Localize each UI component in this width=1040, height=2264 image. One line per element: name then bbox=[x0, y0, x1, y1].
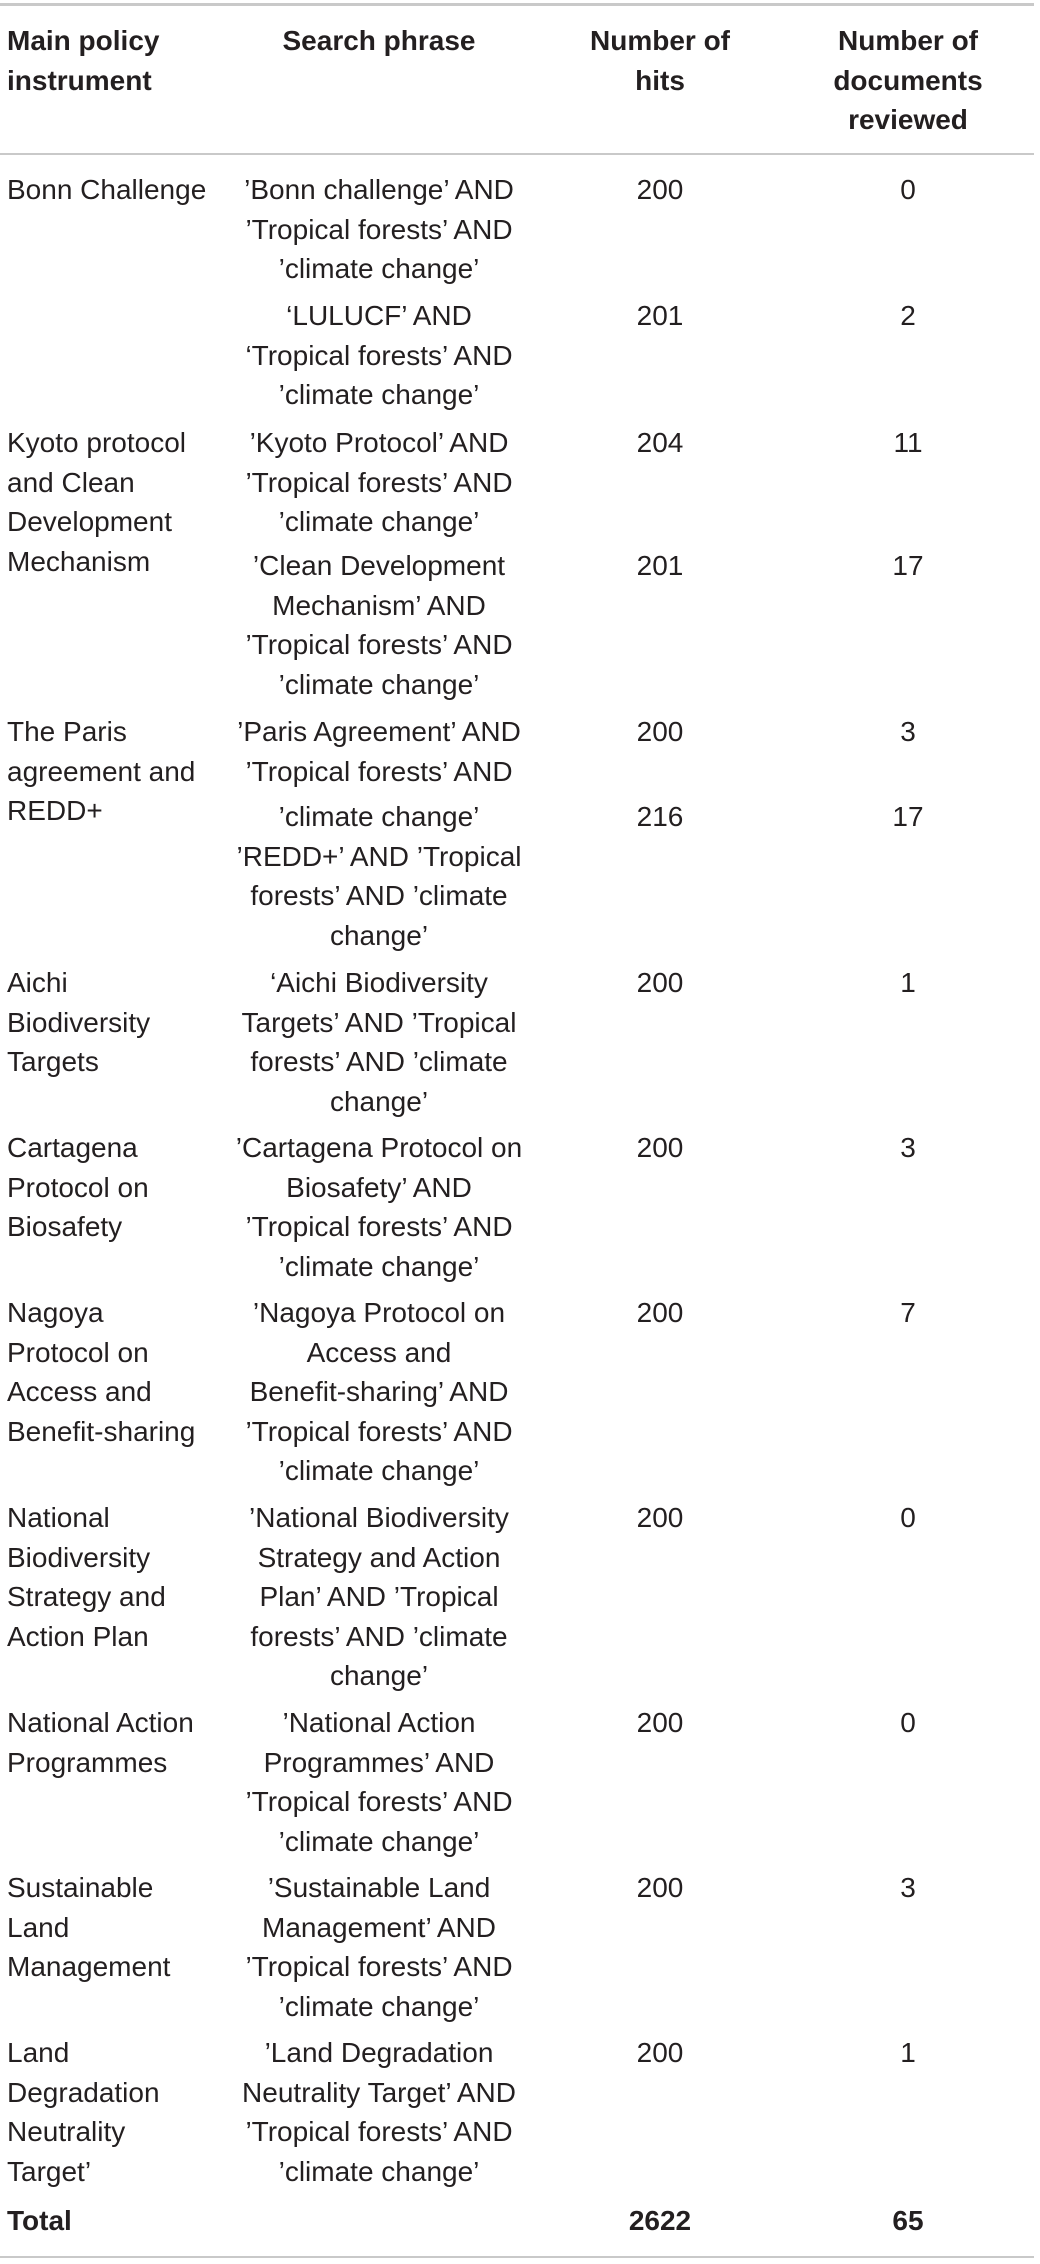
cell-hits: 200 bbox=[636, 174, 684, 205]
cell-instrument: Land Degradation Neutrality Target’ bbox=[7, 2037, 160, 2187]
cell-reviewed: 0 bbox=[900, 174, 916, 205]
cell-hits: 200 bbox=[636, 1297, 684, 1328]
cell-phrase: ’Bonn challenge’ AND ’Tropical forests’ AND ’climate change’ bbox=[244, 174, 514, 284]
cell-phrase: ’Sustainable Land Management’ AND ’Tropical forests’ AND ’climate change’ bbox=[245, 1872, 513, 2022]
total-hits: 2622 bbox=[628, 2205, 692, 2236]
cell-hits: 204 bbox=[636, 427, 684, 458]
cell-hits: 201 bbox=[636, 300, 684, 331]
cell-instrument: National Action Programmes bbox=[7, 1707, 194, 1778]
cell-phrase: ’Cartagena Protocol on Biosafety’ AND ’Tropical forests’ AND ’climate change’ bbox=[235, 1132, 523, 1282]
cell-phrase: ‘LULUCF’ AND ‘Tropical forests’ AND ’climate change’ bbox=[245, 300, 513, 410]
cell-reviewed: 11 bbox=[893, 427, 923, 458]
header-instrument: Main policy instrument bbox=[7, 25, 160, 96]
cell-hits: 200 bbox=[636, 1502, 684, 1533]
cell-reviewed: 3 bbox=[900, 716, 916, 747]
cell-phrase: ’Nagoya Protocol on Access and Benefit-sharing’ AND ’Tropical forests’ AND ’climate change’ bbox=[245, 1297, 513, 1486]
cell-phrase: ’Kyoto Protocol’ AND ’Tropical forests’ AND ’climate change’ bbox=[245, 427, 513, 537]
header-hits: Number of hits bbox=[590, 25, 730, 96]
cell-hits: 200 bbox=[636, 2037, 684, 2068]
cell-reviewed: 3 bbox=[900, 1132, 916, 1163]
cell-phrase: ’National Action Programmes’ AND ’Tropical forests’ AND ’climate change’ bbox=[245, 1707, 513, 1857]
cell-hits: 200 bbox=[636, 1132, 684, 1163]
cell-phrase: ’climate change’ ’REDD+’ AND ’Tropical forests’ AND ’climate change’ bbox=[236, 801, 522, 951]
cell-reviewed: 0 bbox=[900, 1707, 916, 1738]
cell-hits: 200 bbox=[636, 716, 684, 747]
header-phrase: Search phrase bbox=[282, 25, 476, 56]
cell-phrase: ’National Biodiversity Strategy and Action Plan’ AND ’Tropical forests’ AND ’climate change’ bbox=[249, 1502, 509, 1691]
cell-reviewed: 7 bbox=[900, 1297, 916, 1328]
cell-instrument: Nagoya Protocol on Access and Benefit-sharing bbox=[7, 1297, 196, 1447]
cell-phrase: ‘Aichi Biodiversity Targets’ AND ’Tropical forests’ AND ’climate change’ bbox=[241, 967, 517, 1117]
cell-instrument: Bonn Challenge bbox=[7, 174, 207, 205]
cell-hits: 200 bbox=[636, 967, 684, 998]
cell-hits: 201 bbox=[636, 550, 684, 581]
header-rule bbox=[0, 153, 1034, 155]
cell-reviewed: 3 bbox=[900, 1872, 916, 1903]
cell-instrument: Kyoto protocol and Clean Development Mechanism bbox=[7, 427, 186, 577]
cell-reviewed: 2 bbox=[900, 300, 916, 331]
cell-phrase: ’Clean Development Mechanism’ AND ’Tropical forests’ AND ’climate change’ bbox=[245, 550, 513, 700]
header-reviewed: Number of documents reviewed bbox=[833, 25, 983, 135]
cell-reviewed: 1 bbox=[900, 2037, 916, 2068]
cell-instrument: Cartagena Protocol on Biosafety bbox=[7, 1132, 149, 1242]
cell-reviewed: 0 bbox=[900, 1502, 916, 1533]
total-reviewed: 65 bbox=[892, 2205, 924, 2236]
cell-phrase: ’Paris Agreement’ AND ’Tropical forests’ AND bbox=[237, 716, 521, 787]
cell-hits: 200 bbox=[636, 1872, 684, 1903]
cell-reviewed: 17 bbox=[892, 550, 924, 581]
cell-reviewed: 1 bbox=[900, 967, 916, 998]
total-label: Total bbox=[7, 2205, 72, 2236]
cell-hits: 216 bbox=[636, 801, 684, 832]
cell-instrument: Aichi Biodiversity Targets bbox=[7, 967, 151, 1077]
cell-reviewed: 17 bbox=[892, 801, 924, 832]
cell-instrument: National Biodiversity Strategy and Action Plan bbox=[7, 1502, 166, 1652]
cell-instrument: Sustainable Land Management bbox=[7, 1872, 171, 1982]
cell-phrase: ’Land Degradation Neutrality Target’ AND ’Tropical forests’ AND ’climate change’ bbox=[242, 2037, 516, 2187]
cell-instrument: The Paris agreement and REDD+ bbox=[7, 716, 196, 826]
cell-hits: 200 bbox=[636, 1707, 684, 1738]
top-rule bbox=[0, 3, 1034, 6]
bottom-rule bbox=[0, 2256, 1034, 2258]
